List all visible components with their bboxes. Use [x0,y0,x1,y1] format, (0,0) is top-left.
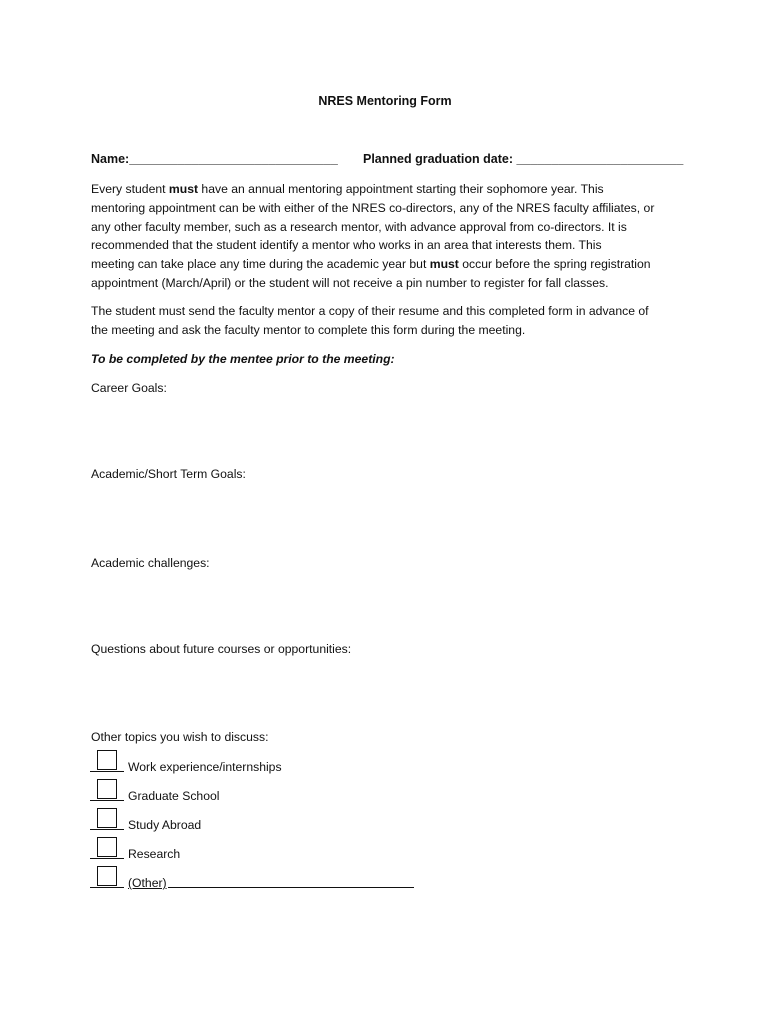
checkbox[interactable] [97,866,117,886]
intro-text: Every student [91,182,169,196]
intro-text: occur before the spring registration [458,257,651,272]
blank-line [90,829,124,830]
intro-line [91,180,691,199]
intro-line [91,236,691,255]
academic-challenges-label: Academic challenges: [91,556,210,570]
emphasis-text: must [429,257,459,272]
intro-line [91,218,691,237]
academic-goals-label: Academic/Short Term Goals: [91,467,246,481]
intro-text: meeting can take place any time during the academic year but [91,257,430,272]
blank-line [90,887,124,888]
checkbox[interactable] [97,837,117,857]
intro-text: mentoring appointment can be with either of the NRES co-directors, any of the NRES faculty affiliates, or [91,200,655,215]
checkbox[interactable] [97,779,117,799]
intro-paragraph [91,180,691,293]
intro-line [91,255,691,274]
intro-text: appointment (March/April) or the student will not receive a pin number to register for fall classes. [91,275,609,290]
name-field[interactable]: Name:______________________________ [91,152,338,166]
other-topic-input-line[interactable] [168,887,414,888]
other-topics-label: Other topics you wish to discuss: [91,730,269,744]
intro-text: recommended that the student identify a mentor who works in an area that interests them. This [91,238,602,253]
topic-label: Study Abroad [128,818,202,832]
graduation-date-field[interactable]: Planned graduation date: ________________________ [363,152,684,166]
topic-label: Work experience/internships [128,760,282,774]
blank-line [90,858,124,859]
topic-label: Graduate School [128,789,220,803]
intro-text: have an annual mentoring appointment starting their sophomore year. This [198,182,604,196]
intro-line [91,199,691,218]
blank-line [90,800,124,801]
instructions-line: The student must send the faculty mentor a copy of their resume and this completed form in advance of [91,304,649,318]
questions-label: Questions about future courses or opportunities: [91,642,352,656]
topic-label: (Other) [128,876,167,890]
instructions-line: the meeting and ask the faculty mentor to complete this form during the meeting. [91,322,526,337]
topic-row-other [90,866,430,890]
instructions-paragraph [91,302,691,340]
intro-text: any other faculty member, such as a research mentor, with advance approval from co-directors. It is [91,219,627,234]
header-fields [91,152,684,166]
mentee-heading: To be completed by the mentee prior to the meeting: [91,352,395,366]
checkbox[interactable] [97,750,117,770]
checkbox[interactable] [97,808,117,828]
blank-line [90,771,124,772]
emphasis-text: must [168,182,199,196]
form-title: NRES Mentoring Form [318,94,452,108]
career-goals-label: Career Goals: [91,381,167,395]
intro-line [91,274,691,293]
topic-label: Research [128,847,181,861]
